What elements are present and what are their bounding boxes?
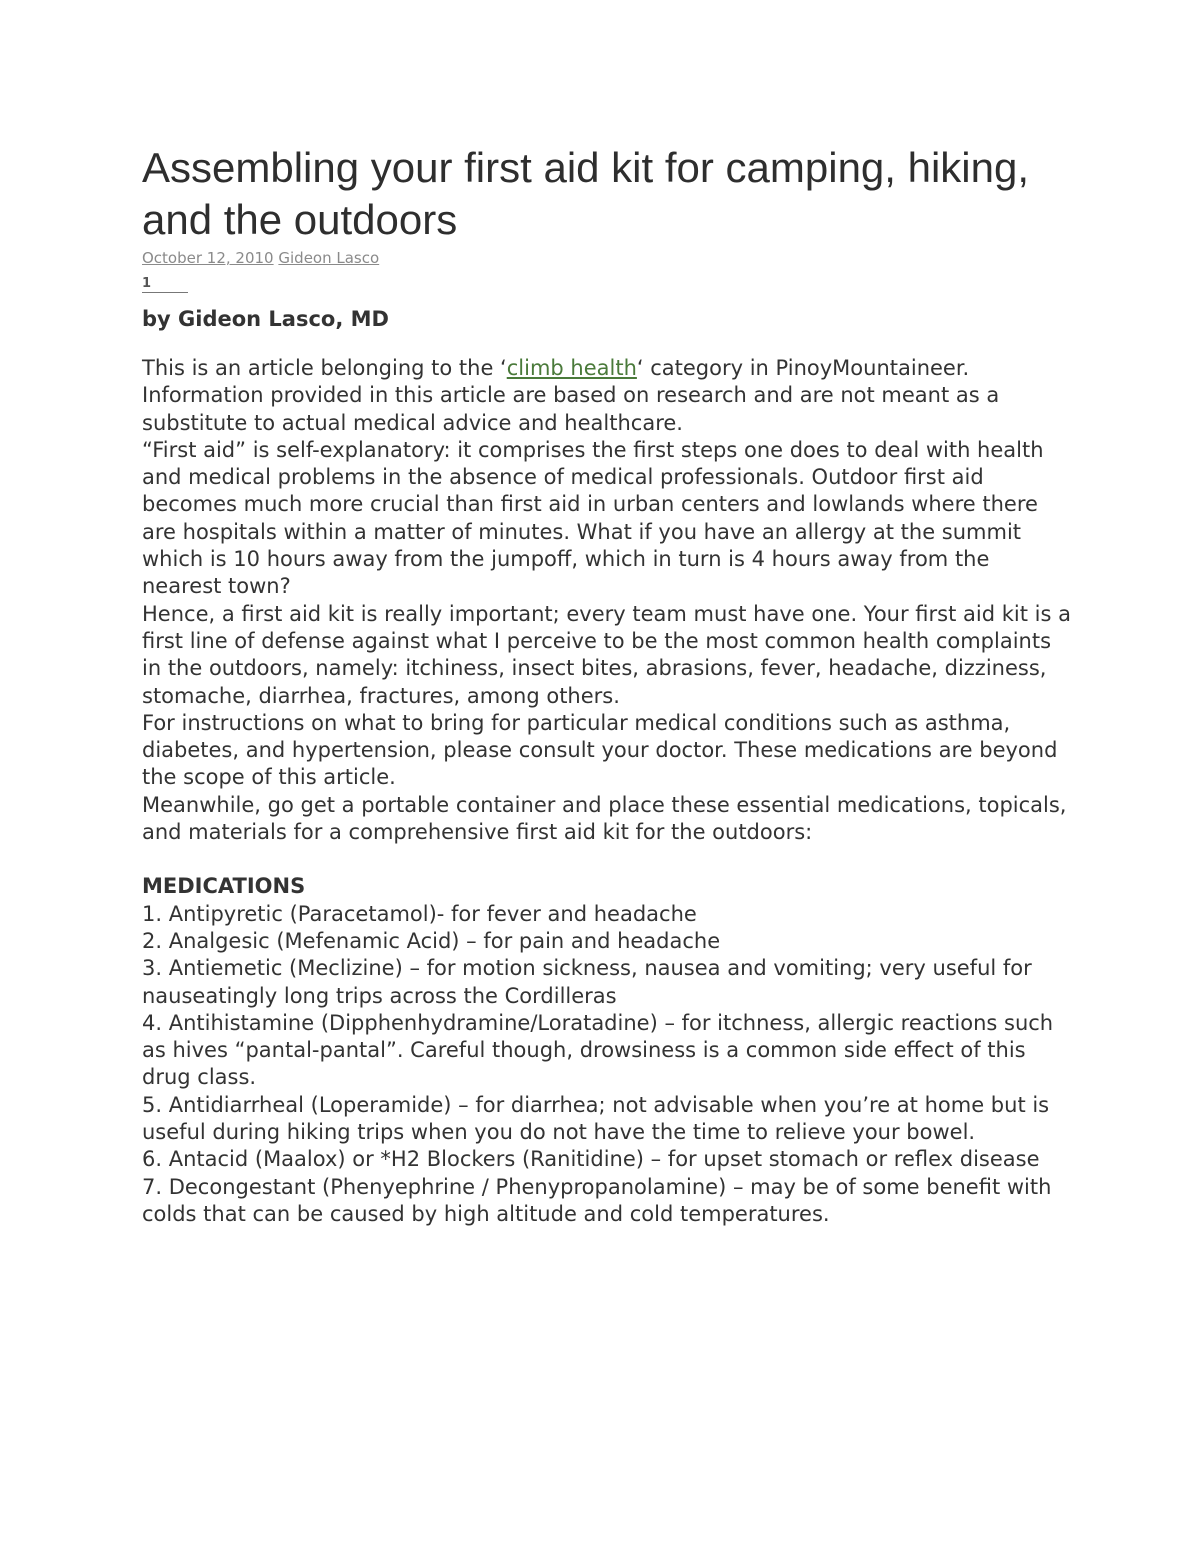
list-item: 6. Antacid (Maalox) or *H2 Blockers (Ranitidine) – for upset stomach or reflex disease: [142, 1147, 1040, 1172]
body-paragraph: Hence, a first aid kit is really important; every team must have one. Your first aid kit is a first line of defense against what I perceive to be the most common health complaints in the outdoors, namely: itchiness, insect bites, abrasions, fever, headache, dizziness, stomache, diarrhea, fractures, among others.: [142, 601, 1071, 708]
author-link[interactable]: Gideon Lasco: [278, 249, 380, 267]
list-item: 2. Analgesic (Mefenamic Acid) – for pain and headache: [142, 928, 721, 953]
article-title: Assembling your first aid kit for camping, hiking, and the outdoors: [142, 144, 1030, 243]
article-body: [142, 355, 1072, 846]
medications-heading: MEDICATIONS: [142, 874, 306, 899]
medications-list: [142, 901, 1072, 1229]
intro-paragraph: [142, 355, 1072, 437]
article: [142, 142, 1072, 1228]
list-item: 3. Antiemetic (Meclizine) – for motion sickness, nausea and vomiting; very useful for nauseatingly long trips across the Cordilleras: [142, 956, 1032, 1008]
date-link[interactable]: October 12, 2010: [142, 249, 274, 267]
list-item: 4. Antihistamine (Dipphenhydramine/Loratadine) – for itchness, allergic reactions such as hives “pantal-pantal”. Careful though, drowsiness is a common side effect of this drug class.: [142, 1010, 1054, 1090]
body-paragraph: For instructions on what to bring for particular medical conditions such as asthma, diabetes, and hypertension, please consult your doctor. These medications are beyond the scope of this article.: [142, 710, 1058, 790]
list-item: 1. Antipyretic (Paracetamol)- for fever and headache: [142, 901, 697, 926]
category-link[interactable]: climb health: [506, 356, 637, 380]
byline: by Gideon Lasco, MD: [142, 307, 389, 331]
comments-count-link[interactable]: 1: [142, 276, 188, 293]
article-meta: [142, 248, 1072, 268]
body-paragraph: Meanwhile, go get a portable container and place these essential medications, topicals, and materials for a comprehensive first aid kit for the outdoors:: [142, 792, 1067, 845]
list-item: 5. Antidiarrheal (Loperamide) – for diarrhea; not advisable when you’re at home but is useful during hiking trips when you do not have the time to relieve your bowel.: [142, 1092, 1050, 1145]
body-paragraph: “First aid” is self-explanatory: it comprises the first steps one does to deal with health and medical problems in the absence of medical professionals. Outdoor first aid becomes much more crucial than first aid in urban centers and lowlands where there are hospitals within a matter of minutes. What if you have an allergy at the summit which is 10 hours away from the jumpoff, which in turn is 4 hours away from the nearest town?: [142, 437, 1044, 599]
intro-text-after: ‘ category in PinoyMountaineer. Information provided in this article are based on research and are not meant as a substitute to actual medical advice and healthcare.: [142, 356, 1000, 435]
list-item: 7. Decongestant (Phenyephrine / Phenypropanolamine) – may be of some benefit with colds that can be caused by high altitude and cold temperatures.: [142, 1174, 1052, 1226]
intro-text-before: This is an article belonging to the ‘: [142, 356, 507, 380]
